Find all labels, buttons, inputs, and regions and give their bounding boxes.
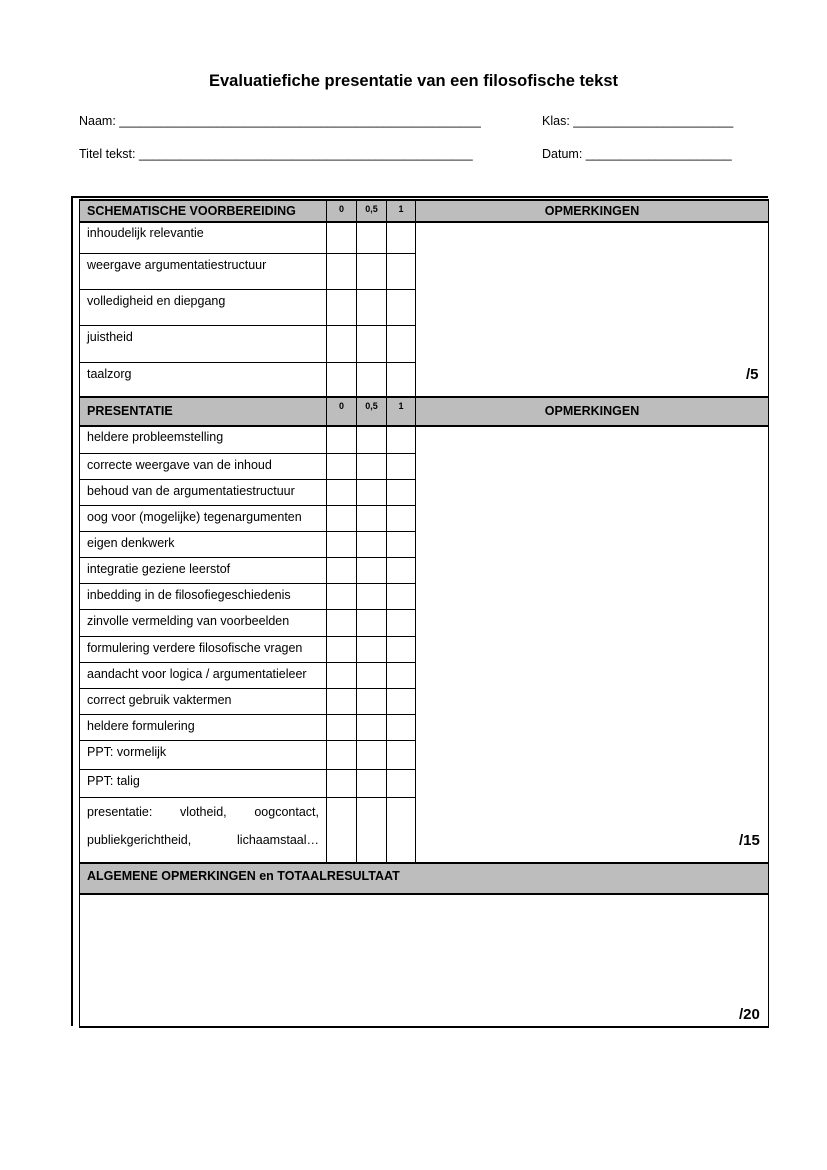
section2-score-box[interactable] bbox=[386, 609, 416, 637]
section2-score-box[interactable] bbox=[356, 531, 387, 558]
section2-score-box[interactable] bbox=[386, 688, 416, 715]
grand-total: /20 bbox=[739, 1006, 760, 1023]
section1-item: taalzorg bbox=[79, 362, 327, 397]
titel-field[interactable]: Titel tekst: ________________________________________________ bbox=[79, 147, 473, 161]
section2-score-box[interactable] bbox=[386, 557, 416, 584]
section2-score-box[interactable] bbox=[356, 425, 387, 454]
section2-score-box[interactable] bbox=[326, 505, 357, 532]
section2-item: integratie geziene leerstof bbox=[79, 557, 327, 584]
section1-score-box[interactable] bbox=[356, 221, 387, 254]
section2-score-box[interactable] bbox=[386, 636, 416, 663]
section1-item: volledigheid en diepgang bbox=[79, 289, 327, 326]
section1-score-box[interactable] bbox=[386, 253, 416, 290]
section2-score-box[interactable] bbox=[386, 453, 416, 480]
section2-score-box[interactable] bbox=[356, 479, 387, 506]
section1-score-box[interactable] bbox=[326, 289, 357, 326]
section2-item: correcte weergave van de inhoud bbox=[79, 453, 327, 480]
section2-score-box[interactable] bbox=[386, 662, 416, 689]
section2-score-box[interactable] bbox=[386, 769, 416, 798]
section2-score-box[interactable] bbox=[326, 453, 357, 480]
section1-score-box[interactable] bbox=[386, 362, 416, 397]
section1-score-col-0: 0 bbox=[326, 199, 357, 223]
section2-item: eigen denkwerk bbox=[79, 531, 327, 558]
section2-item: heldere formulering bbox=[79, 714, 327, 741]
section1-score-box[interactable] bbox=[386, 221, 416, 254]
section1-score-box[interactable] bbox=[326, 221, 357, 254]
section3-title: ALGEMENE OPMERKINGEN en TOTAALRESULTAAT bbox=[79, 862, 769, 895]
section1-score-col-1: 0,5 bbox=[356, 199, 387, 223]
section2-score-box[interactable] bbox=[356, 583, 387, 610]
section2-score-box[interactable] bbox=[386, 505, 416, 532]
section2-score-box[interactable] bbox=[326, 636, 357, 663]
general-remarks-box[interactable] bbox=[79, 893, 769, 1028]
section2-item: inbedding in de filosofiegeschiedenis bbox=[79, 583, 327, 610]
section1-item: inhoudelijk relevantie bbox=[79, 221, 327, 254]
page-title: Evaluatiefiche presentatie van een filosofische tekst bbox=[209, 72, 618, 90]
section2-item: behoud van de argumentatiestructuur bbox=[79, 479, 327, 506]
section2-score-box[interactable] bbox=[326, 425, 357, 454]
section1-score-box[interactable] bbox=[326, 253, 357, 290]
section2-score-box[interactable] bbox=[326, 583, 357, 610]
section1-remarks-box[interactable] bbox=[415, 221, 769, 397]
section2-item: presentatie: vlotheid, oogcontact, publiekgerichtheid, lichaamstaal… bbox=[79, 797, 327, 863]
section2-score-box[interactable] bbox=[356, 453, 387, 480]
section2-score-box[interactable] bbox=[386, 797, 416, 863]
section2-score-box[interactable] bbox=[356, 636, 387, 663]
section1-score-box[interactable] bbox=[356, 325, 387, 363]
section2-score-box[interactable] bbox=[356, 740, 387, 770]
section2-score-box[interactable] bbox=[326, 797, 357, 863]
section2-score-box[interactable] bbox=[326, 531, 357, 558]
section2-item: oog voor (mogelijke) tegenargumenten bbox=[79, 505, 327, 532]
section2-item: zinvolle vermelding van voorbeelden bbox=[79, 609, 327, 637]
section2-item: PPT: talig bbox=[79, 769, 327, 798]
section2-score-box[interactable] bbox=[326, 557, 357, 584]
section2-remarks-box[interactable] bbox=[415, 425, 769, 863]
section2-score-box[interactable] bbox=[356, 769, 387, 798]
section1-score-box[interactable] bbox=[356, 362, 387, 397]
section2-item: aandacht voor logica / argumentatieleer bbox=[79, 662, 327, 689]
section2-score-box[interactable] bbox=[326, 688, 357, 715]
section2-total: /15 bbox=[739, 832, 760, 849]
section2-score-box[interactable] bbox=[326, 662, 357, 689]
section1-score-box[interactable] bbox=[326, 325, 357, 363]
section2-score-box[interactable] bbox=[326, 479, 357, 506]
section2-item: correct gebruik vaktermen bbox=[79, 688, 327, 715]
section2-score-box[interactable] bbox=[386, 714, 416, 741]
section2-item: formulering verdere filosofische vragen bbox=[79, 636, 327, 663]
section2-score-col-1: 0,5 bbox=[356, 396, 387, 427]
section2-score-box[interactable] bbox=[356, 557, 387, 584]
section1-remarks-header: OPMERKINGEN bbox=[415, 199, 769, 223]
section2-score-box[interactable] bbox=[326, 714, 357, 741]
section2-score-box[interactable] bbox=[326, 769, 357, 798]
section2-score-box[interactable] bbox=[326, 609, 357, 637]
section1-score-box[interactable] bbox=[326, 362, 357, 397]
section2-score-box[interactable] bbox=[356, 797, 387, 863]
section2-score-col-2: 1 bbox=[386, 396, 416, 427]
section1-score-box[interactable] bbox=[386, 325, 416, 363]
section2-score-col-0: 0 bbox=[326, 396, 357, 427]
section2-score-box[interactable] bbox=[356, 609, 387, 637]
section1-title: SCHEMATISCHE VOORBEREIDING bbox=[79, 199, 327, 223]
section2-score-box[interactable] bbox=[356, 505, 387, 532]
section1-score-box[interactable] bbox=[386, 289, 416, 326]
section1-score-box[interactable] bbox=[356, 289, 387, 326]
section2-score-box[interactable] bbox=[356, 714, 387, 741]
section2-score-box[interactable] bbox=[326, 740, 357, 770]
section1-score-col-2: 1 bbox=[386, 199, 416, 223]
section1-item: juistheid bbox=[79, 325, 327, 363]
section2-item: heldere probleemstelling bbox=[79, 425, 327, 454]
section2-remarks-header: OPMERKINGEN bbox=[415, 396, 769, 427]
naam-field[interactable]: Naam: ____________________________________________________ bbox=[79, 114, 481, 128]
section2-item: PPT: vormelijk bbox=[79, 740, 327, 770]
section1-total: /5 bbox=[746, 366, 759, 383]
section2-title: PRESENTATIE bbox=[79, 396, 327, 427]
section2-score-box[interactable] bbox=[386, 479, 416, 506]
datum-field[interactable]: Datum: _____________________ bbox=[542, 147, 732, 161]
section2-score-box[interactable] bbox=[386, 531, 416, 558]
section2-score-box[interactable] bbox=[356, 688, 387, 715]
section2-score-box[interactable] bbox=[386, 425, 416, 454]
klas-field[interactable]: Klas: _______________________ bbox=[542, 114, 734, 128]
section2-score-box[interactable] bbox=[356, 662, 387, 689]
section1-score-box[interactable] bbox=[356, 253, 387, 290]
section1-item: weergave argumentatiestructuur bbox=[79, 253, 327, 290]
section2-score-box[interactable] bbox=[386, 583, 416, 610]
section2-score-box[interactable] bbox=[386, 740, 416, 770]
